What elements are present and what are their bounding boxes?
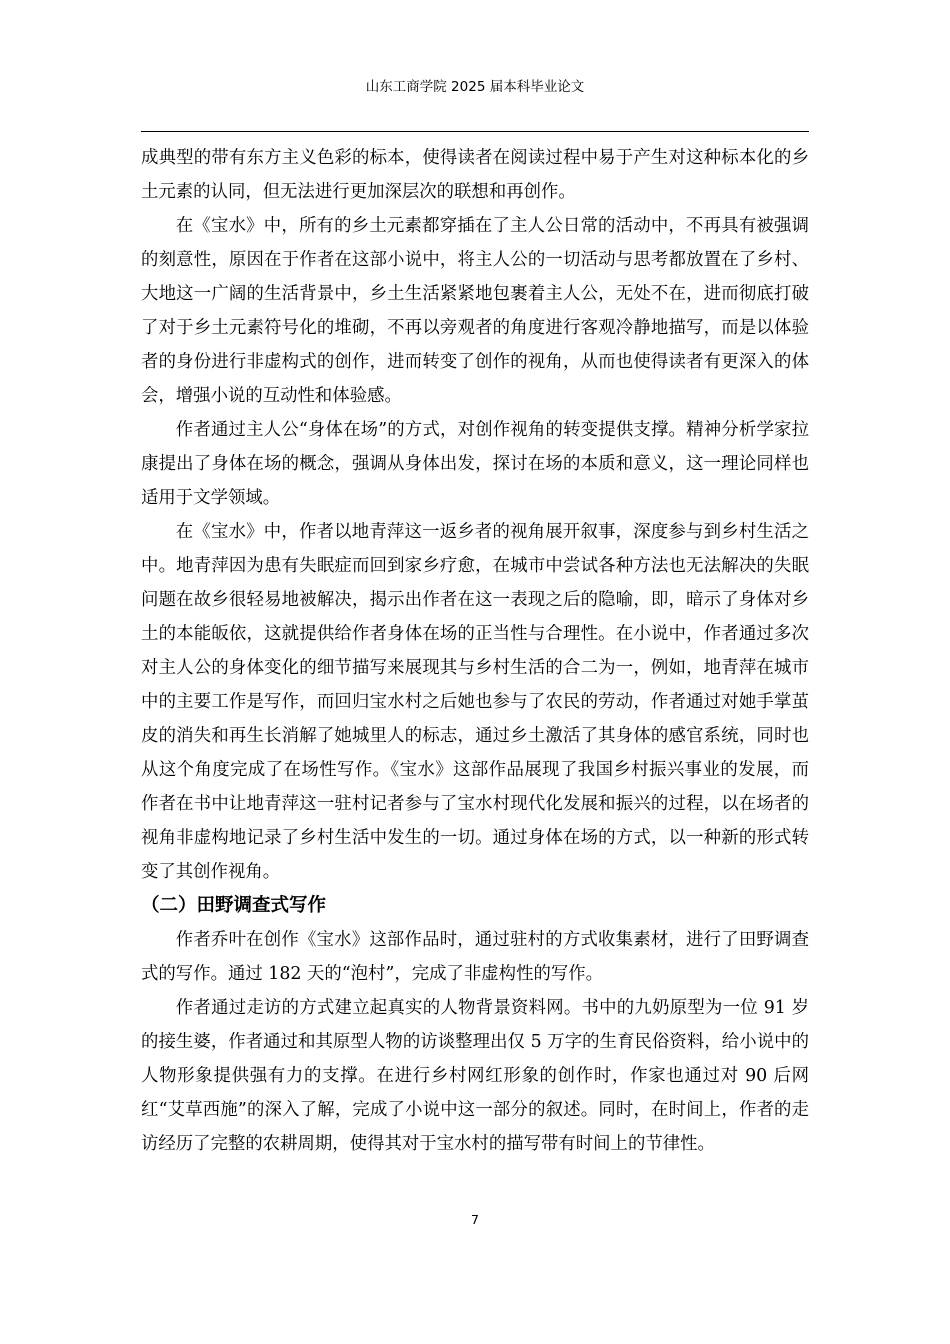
header-rule bbox=[141, 131, 809, 132]
section-heading: （二）田野调查式写作 bbox=[141, 895, 327, 916]
page-number: 7 bbox=[471, 1212, 479, 1227]
paragraph: 在《宝水》中，作者以地青萍这一返乡者的视角展开叙事，深度参与到乡村生活之中。地青萍因为患有失眠症而回到家乡疗愈，在城市中尝试各种方法也无法解决的失眠问题在故乡很轻易地被解决，揭示出作者在这一表现之后的隐喻，即，暗示了身体对乡土的本能皈依，这就提供给作者身体在场的正当性与合理性。在小说中，作者通过多次对主人公的身体变化的细节描写来展现其与乡村生活的合二为一，例如，地青萍在城市中的主要工作是写作，而回归宝水村之后她也参与了农民的劳动，作者通过对她手掌茧皮的消失和再生长消解了她城里人的标志，通过乡土激活了其身体的感官系统，同时也从这个角度完成了在场性写作。《宝水》这部作品展现了我国乡村振兴事业的发展，而作者在书中让地青萍这一驻村记者参与了宝水村现代化发展和振兴的过程，以在场者的视角非虚构地记录了乡村生活中发生的一切。通过身体在场的方式，以一种新的形式转变了其创作视角。 bbox=[141, 522, 809, 882]
page-header: 山东工商学院 2025 届本科毕业论文 bbox=[365, 79, 585, 95]
paragraph: 作者乔叶在创作《宝水》这部作品时，通过驻村的方式收集素材，进行了田野调查式的写作。通过 182 天的“泡村”，完成了非虚构性的写作。 bbox=[141, 930, 809, 984]
paragraph-continuation: 成典型的带有东方主义色彩的标本，使得读者在阅读过程中易于产生对这种标本化的乡土元素的认同，但无法进行更加深层次的联想和再创作。 bbox=[141, 148, 809, 202]
paragraph: 作者通过走访的方式建立起真实的人物背景资料网。书中的九奶原型为一位 91 岁的接生婆，作者通过和其原型人物的访谈整理出仅 5 万字的生育民俗资料，给小说中的人物形象提供强有力的支撑。在进行乡村网红形象的创作时，作家也通过对 90 后网红“艾草西施”的深入了解，完成了小说中这一部分的叙述。同时，在时间上，作者的走访经历了完整的农耕周期，使得其对于宝水村的描写带有时间上的节律性。 bbox=[141, 998, 809, 1154]
paragraph: 作者通过主人公“身体在场”的方式，对创作视角的转变提供支撑。精神分析学家拉康提出了身体在场的概念，强调从身体出发，探讨在场的本质和意义，这一理论同样也适用于文学领域。 bbox=[141, 420, 809, 508]
body-text bbox=[141, 141, 809, 1161]
paragraph: 在《宝水》中，所有的乡土元素都穿插在了主人公日常的活动中，不再具有被强调的刻意性，原因在于作者在这部小说中，将主人公的一切活动与思考都放置在了乡村、大地这一广阔的生活背景中，乡土生活紧紧地包裹着主人公，无处不在，进而彻底打破了对于乡土元素符号化的堆砌，不再以旁观者的角度进行客观冷静地描写，而是以体验者的身份进行非虚构式的创作，进而转变了创作的视角，从而也使得读者有更深入的体会，增强小说的互动性和体验感。 bbox=[141, 216, 809, 406]
